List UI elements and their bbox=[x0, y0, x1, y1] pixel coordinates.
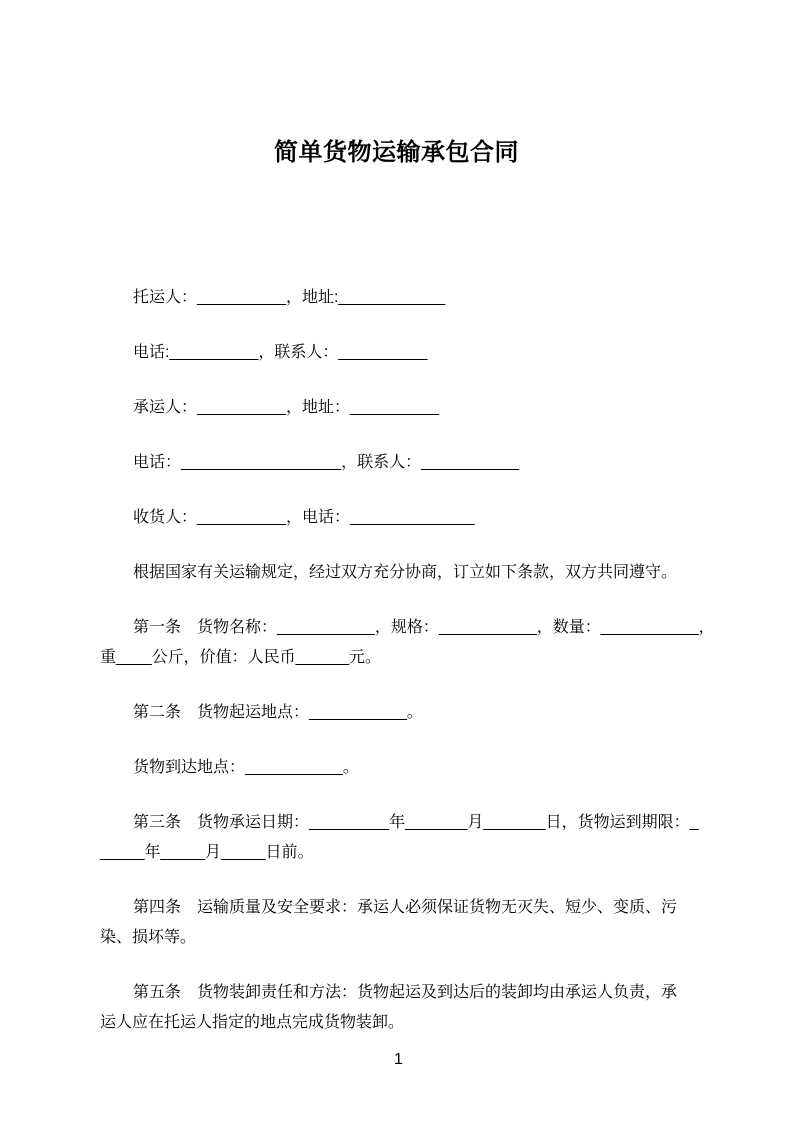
clause-1-line-2: 重____公斤，价值：人民币______元。 bbox=[100, 649, 381, 666]
contract-body bbox=[100, 283, 715, 1063]
line-shipper-phone-contact: 电话:__________，联系人：__________ bbox=[133, 344, 428, 361]
paragraph-clause-2-origin bbox=[100, 698, 700, 728]
clause-1-line-1: 第一条 货物名称：___________，规格：___________，数量：___________， bbox=[133, 619, 715, 636]
clause-5-line-1: 第五条 货物装卸责任和方法：货物起运及到达后的装卸均由承运人负责，承 bbox=[133, 984, 678, 1001]
clause-5-line-2: 运人应在托运人指定的地点完成货物装卸。 bbox=[100, 1014, 405, 1031]
paragraph-carrier-phone bbox=[100, 448, 700, 478]
contract-title: 简单货物运输承包合同 bbox=[274, 139, 519, 166]
line-consignee-phone: 收货人：__________，电话：______________ bbox=[133, 509, 475, 526]
line-shipper-address: 托运人：__________，地址:____________ bbox=[133, 289, 446, 306]
paragraph-clause-4 bbox=[100, 893, 700, 953]
line-carrier-phone-contact: 电话：__________________，联系人：___________ bbox=[133, 454, 520, 471]
line-preamble: 根据国家有关运输规定，经过双方充分协商，订立如下条款，双方共同遵守。 bbox=[133, 564, 678, 581]
clause-3-line-2: _____年_____月_____日前。 bbox=[100, 844, 314, 861]
clause-3-line-1: 第三条 货物承运日期：_________年_______月_______日，货物运到期限：_ bbox=[133, 814, 699, 831]
clause-4-line-2: 染、损坏等。 bbox=[100, 929, 197, 946]
paragraph-carrier bbox=[100, 393, 700, 423]
paragraph-shipper-phone bbox=[100, 338, 700, 368]
page-number: 1 bbox=[394, 1051, 403, 1068]
clause-4-line-1: 第四条 运输质量及安全要求：承运人必须保证货物无灭失、短少、变质、污 bbox=[133, 899, 678, 916]
clause-2-origin-line: 第二条 货物起运地点：___________。 bbox=[133, 704, 423, 721]
paragraph-consignee bbox=[100, 503, 700, 533]
line-carrier-address: 承运人：__________，地址：__________ bbox=[133, 399, 439, 416]
paragraph-preamble bbox=[100, 558, 700, 588]
clause-2-destination-line: 货物到达地点：___________。 bbox=[133, 759, 359, 776]
paragraph-shipper bbox=[100, 283, 700, 313]
paragraph-clause-5 bbox=[100, 978, 700, 1038]
paragraph-clause-2-destination bbox=[100, 753, 700, 783]
paragraph-clause-3 bbox=[100, 808, 700, 868]
paragraph-clause-1 bbox=[100, 613, 715, 673]
